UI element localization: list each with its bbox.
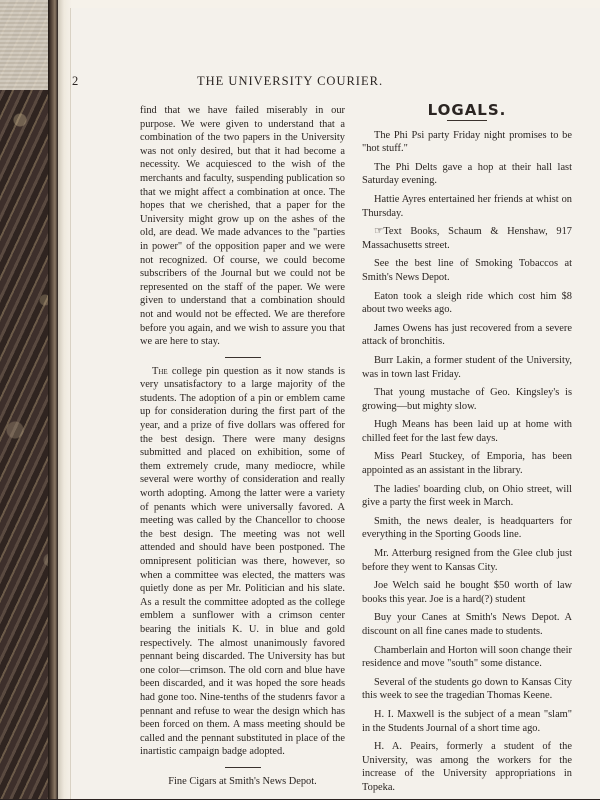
local-news-item: The ladies' boarding club, on Ohio street, will give a party the first week in March.: [362, 483, 572, 509]
cigar-advertisement: Fine Cigars at Smith's News Depot.: [168, 775, 317, 787]
book-binding-edge: [48, 0, 58, 799]
local-news-item: Mr. Atterburg resigned from the Glee club just before they went to Kansas City.: [362, 548, 572, 573]
local-news-item: Hugh Means has been laid up at home with chilled feet for the last few days.: [362, 419, 572, 444]
section-divider: [225, 767, 261, 768]
local-news-item: Smith, the news dealer, is headquarters for everything in the Sporting Goods line.: [362, 515, 572, 541]
local-news-item: Eaton took a sleigh ride which cost him $8 about two weeks ago.: [362, 290, 572, 316]
page-number: 2: [72, 74, 80, 88]
local-news-item: Buy your Canes at Smith's News Depot. A discount on all fine canes made to students.: [362, 612, 572, 637]
local-news-item: Burr Lakin, a former student of the University, was in town last Friday.: [362, 354, 572, 380]
editorial-paragraph-2: [140, 365, 345, 759]
local-news-item: Miss Pearl Stuckey, of Emporia, has been appointed as an assistant in the library.: [362, 451, 572, 477]
paragraph-body: college pin question as it now stands is very unsatisfactory to a large majority of the students. The adoption of a pin or emblem came up for consideration during the first part of the year, and a prize of five dollars was offered for the best design. There were many designs submitted and placed on exhibition, some of them extremely crude, many mediocre, while several were worthy of consideration and really worth adopting. Among the latter were a variety of penants which were universally favored. A meeting was called by the Chancellor to choose the best design. The meeting was not well attended and should have been postponed. The omnipresent politician was there, however, so when a committee was elected, the matters was quietly done as per Mr. Politician and his slate. As a result the committee adopted as the college emblem a sunflower with a crimson center bearing the initials K. U. in blue and gold respectively. The almost unanimously favored pennant being discarded. The University has but one color—crimson. The old corn and blue have been discarded, and it was hoped the sore heads had gone too. Nine-tenths of the studenrs favor a pennant and refuse to wear the design which has been forced on them. A mass meeting should be called and the pennant substituted in place of the inartistic campaign badge adopted.: [140, 365, 345, 758]
left-column: [140, 104, 345, 789]
local-news-item: Hattie Ayres entertained her friends at whist on Thursday.: [362, 193, 572, 219]
editorial-paragraph-1: find that we have failed miserably in our purpose. We were given to understand that a combination of the two papers in the University was not only desired, but that it had become a necessity. We acquiesced to the wish of the merchants and faculty, suspending publication so that we might affect a combination at once. The hopes that we cherished, that a paper for the University might grow up on the ashes of the old, are dead. We made advances to the "parties in power" of the opposition paper and we were not recognized. Of course, we could become subscribers of the Journal but we could not be represented on the staff of the paper. We were given to understand that a combination should not and would not be effected. We are therefore before you again, and we wish to assure you that we are here to stay.: [140, 105, 345, 348]
page-header: [72, 74, 442, 90]
heading-rule: [447, 120, 487, 121]
local-news-item: ☞Text Books, Schaum & Henshaw, 917 Massachusetts street.: [362, 226, 572, 251]
local-news-item: Joe Welch said he bought $50 worth of law books this year. Joe is a hard(?) student: [362, 580, 572, 605]
local-news-item: H. I. Maxwell is the subject of a mean "slam" in the Students Journal of a short time ago.: [362, 708, 572, 734]
local-news-item: The Phi Delts gave a hop at their hall last Saturday evening.: [362, 161, 572, 187]
local-news-item: James Owens has just recovered from a severe attack of bronchitis.: [362, 322, 572, 348]
local-news-item: See the best line of Smoking Tobaccos at Smith's News Depot.: [362, 258, 572, 283]
local-news-item: Several of the students go down to Kansas City this week to see the tragedian Thomas Keene.: [362, 676, 572, 702]
right-column: [362, 101, 572, 800]
newspaper-title: THE UNIVERSITY COURIER.: [197, 74, 384, 88]
locals-heading: LOGALS.: [427, 101, 507, 119]
section-divider: [225, 357, 261, 358]
paragraph-lead-word: The: [152, 365, 168, 377]
local-news-item: Chamberlain and Horton will soon change their residence and move "south" some distance.: [362, 644, 572, 670]
local-news-item: That young mustache of Geo. Kingsley's is growing—but mighty slow.: [362, 387, 572, 412]
local-news-item: H. A. Peairs, formerly a student of the University, was among the workers for the increase of the University appropriations in Topeka.: [362, 741, 572, 793]
local-news-item: The Phi Psi party Friday night promises to be "hot stuff.": [362, 129, 572, 155]
